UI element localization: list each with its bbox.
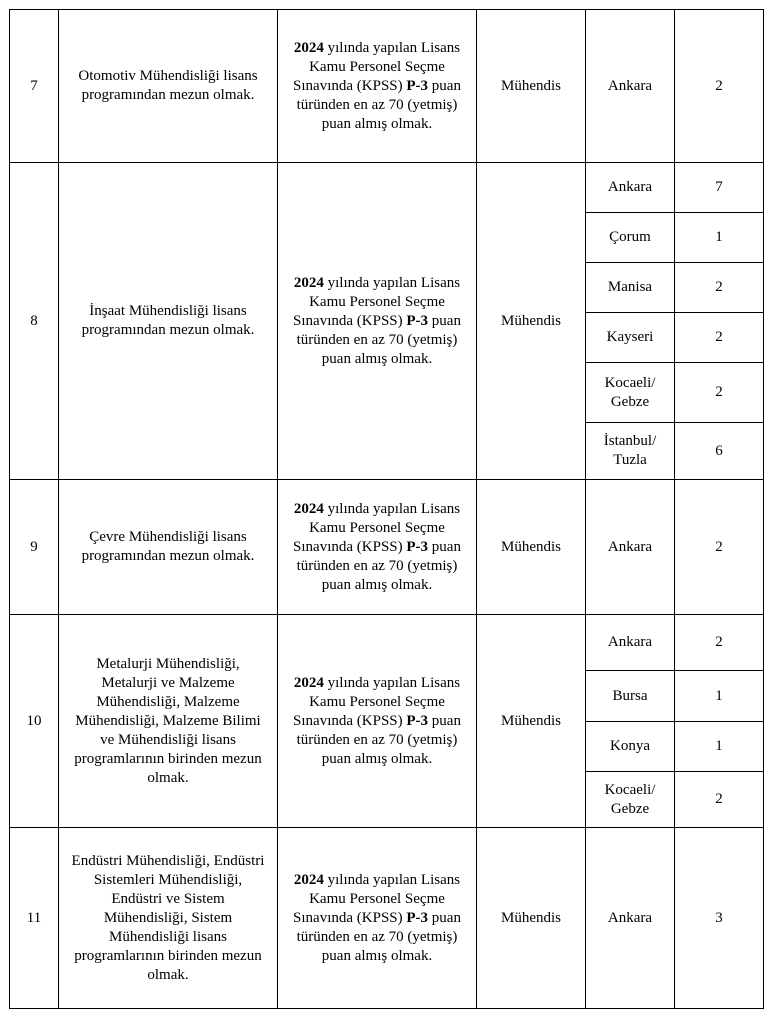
location: Kocaeli/ Gebze [586,772,675,828]
score-type: P-3 [406,538,429,555]
kpss-criteria: 2024 yılında yapılan Lisans Kamu Personel Seçme Sınavında (KPSS) P-3 puan türünden en az 70 (yetmiş) puan almış olmak. [278,10,477,163]
job-title: Mühendis [477,480,586,615]
table-row [10,480,764,615]
kpss-criteria: 2024 yılında yapılan Lisans Kamu Personel Seçme Sınavında (KPSS) P-3 puan türünden en az 70 (yetmiş) puan almış olmak. [278,163,477,480]
location: Ankara [586,615,675,671]
row-number: 10 [10,615,59,828]
education-condition: Çevre Mühendisliği lisans programından mezun olmak. [59,480,278,615]
row-number: 8 [10,163,59,480]
row-number: 9 [10,480,59,615]
quota-count: 1 [675,213,764,263]
quota-count: 1 [675,722,764,772]
table-row [10,163,764,213]
score-type: P-3 [406,712,429,729]
quota-count: 2 [675,10,764,163]
job-title: Mühendis [477,615,586,828]
location: Konya [586,722,675,772]
table [9,9,764,1009]
location: Ankara [586,828,675,1009]
quota-count: 2 [675,363,764,423]
kpss-year: 2024 [293,39,324,56]
location: Ankara [586,480,675,615]
score-type: P-3 [406,312,429,329]
education-condition: Otomotiv Mühendisliği lisans programından mezun olmak. [59,10,278,163]
quota-count: 2 [675,263,764,313]
quota-count: 3 [675,828,764,1009]
kpss-criteria: 2024 yılında yapılan Lisans Kamu Personel Seçme Sınavında (KPSS) P-3 puan türünden en az 70 (yetmiş) puan almış olmak. [278,615,477,828]
location: Manisa [586,263,675,313]
job-title: Mühendis [477,163,586,480]
location: Bursa [586,671,675,722]
location: İstanbul/ Tuzla [586,423,675,480]
position-table [9,9,763,1008]
location: Ankara [586,163,675,213]
quota-count: 2 [675,772,764,828]
kpss-year: 2024 [293,871,324,888]
education-condition: Endüstri Mühendisliği, Endüstri Sistemleri Mühendisliği, Endüstri ve Sistem Mühendisliği, Sistem Mühendisliği lisans programlarının birinden mezun olmak. [59,828,278,1009]
quota-count: 1 [675,671,764,722]
job-title: Mühendis [477,10,586,163]
score-type: P-3 [406,77,429,94]
row-number: 11 [10,828,59,1009]
quota-count: 2 [675,615,764,671]
score-type: P-3 [406,909,429,926]
location: Kocaeli/ Gebze [586,363,675,423]
quota-count: 6 [675,423,764,480]
kpss-year: 2024 [293,500,324,517]
kpss-criteria: 2024 yılında yapılan Lisans Kamu Personel Seçme Sınavında (KPSS) P-3 puan türünden en az 70 (yetmiş) puan almış olmak. [278,480,477,615]
location: Kayseri [586,313,675,363]
job-title: Mühendis [477,828,586,1009]
table-row [10,615,764,671]
quota-count: 2 [675,480,764,615]
quota-count: 7 [675,163,764,213]
table-row [10,828,764,1009]
education-condition: Metalurji Mühendisliği, Metalurji ve Malzeme Mühendisliği, Malzeme Mühendisliği, Malzeme Bilimi ve Mühendisliği lisans programlarının birinden mezun olmak. [59,615,278,828]
education-condition: İnşaat Mühendisliği lisans programından mezun olmak. [59,163,278,480]
quota-count: 2 [675,313,764,363]
kpss-year: 2024 [293,274,324,291]
table-row [10,10,764,163]
location: Çorum [586,213,675,263]
kpss-year: 2024 [293,674,324,691]
location: Ankara [586,10,675,163]
kpss-criteria: 2024 yılında yapılan Lisans Kamu Personel Seçme Sınavında (KPSS) P-3 puan türünden en az 70 (yetmiş) puan almış olmak. [278,828,477,1009]
row-number: 7 [10,10,59,163]
